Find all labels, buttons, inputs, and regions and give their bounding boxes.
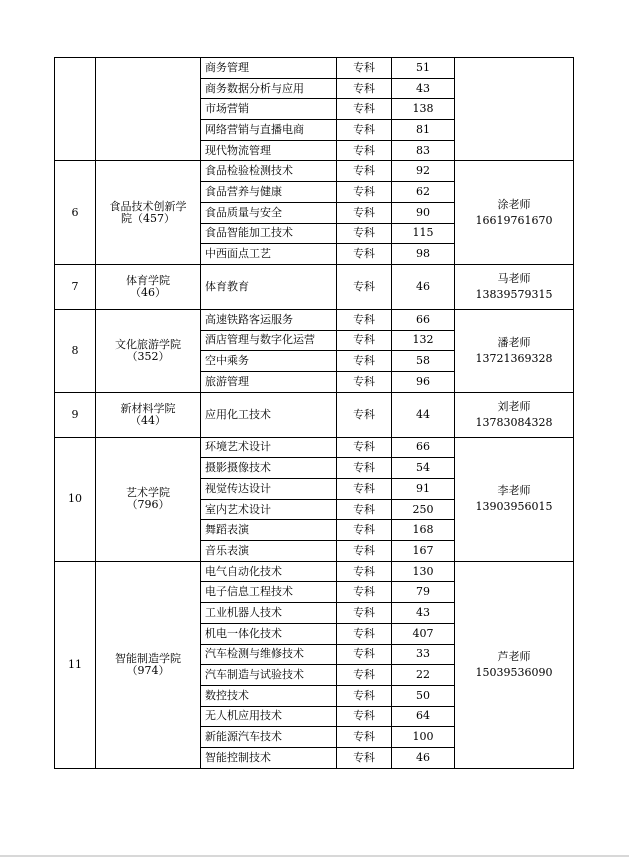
major-name: 智能控制技术: [201, 747, 337, 768]
major-count: 58: [392, 351, 455, 372]
table-row: [55, 437, 574, 458]
college-number: [55, 58, 96, 161]
major-name: 无人机应用技术: [201, 706, 337, 727]
major-name: 室内艺术设计: [201, 499, 337, 520]
contact-cell: [455, 58, 574, 161]
college-number: 6: [55, 161, 96, 264]
table-row: [55, 264, 574, 309]
major-level: 专科: [337, 371, 392, 392]
major-count: 90: [392, 202, 455, 223]
table-row: [55, 58, 574, 79]
contact-cell: [455, 309, 574, 392]
major-level: 专科: [337, 223, 392, 244]
enrollment-table: [54, 57, 574, 769]
major-count: 167: [392, 541, 455, 562]
major-level: 专科: [337, 499, 392, 520]
table-row: [55, 392, 574, 437]
college-number: 9: [55, 392, 96, 437]
major-count: 64: [392, 706, 455, 727]
major-count: 51: [392, 58, 455, 79]
contact-name: 刘老师: [497, 399, 531, 413]
major-name: 食品智能加工技术: [201, 223, 337, 244]
major-name: 新能源汽车技术: [201, 727, 337, 748]
major-level: 专科: [337, 182, 392, 203]
major-name: 汽车检测与维修技术: [201, 644, 337, 665]
contact-phone: 13839579315: [475, 287, 553, 301]
major-name: 音乐表演: [201, 541, 337, 562]
major-level: 专科: [337, 140, 392, 161]
major-name: 商务管理: [201, 58, 337, 79]
major-level: 专科: [337, 706, 392, 727]
contact-cell: [455, 264, 574, 309]
table-row: [55, 161, 574, 182]
contact-name: 芦老师: [497, 649, 531, 663]
college-cell: [96, 437, 201, 561]
major-name: 体育教育: [201, 264, 337, 309]
major-level: 专科: [337, 458, 392, 479]
college-cell: [96, 309, 201, 392]
major-count: 168: [392, 520, 455, 541]
major-name: 食品营养与健康: [201, 182, 337, 203]
major-count: 91: [392, 479, 455, 500]
table-row: [55, 309, 574, 330]
major-level: 专科: [337, 561, 392, 582]
major-name: 视觉传达设计: [201, 479, 337, 500]
college-count: （974）: [126, 663, 170, 677]
major-count: 44: [392, 392, 455, 437]
major-name: 工业机器人技术: [201, 603, 337, 624]
major-name: 现代物流管理: [201, 140, 337, 161]
major-level: 专科: [337, 330, 392, 351]
major-name: 食品检验检测技术: [201, 161, 337, 182]
college-name: 智能制造学院: [115, 651, 181, 665]
contact-name: 李老师: [497, 484, 531, 498]
college-number: 8: [55, 309, 96, 392]
major-count: 66: [392, 309, 455, 330]
major-count: 66: [392, 437, 455, 458]
major-level: 专科: [337, 623, 392, 644]
contact-phone: 13721369328: [475, 351, 553, 365]
major-count: 62: [392, 182, 455, 203]
major-level: 专科: [337, 244, 392, 265]
major-level: 专科: [337, 120, 392, 141]
college-count: （44）: [130, 413, 166, 427]
major-count: 46: [392, 264, 455, 309]
contact-name: 涂老师: [497, 197, 531, 211]
major-level: 专科: [337, 78, 392, 99]
contact-cell: [455, 561, 574, 768]
major-count: 54: [392, 458, 455, 479]
major-level: 专科: [337, 644, 392, 665]
major-level: 专科: [337, 747, 392, 768]
major-count: 33: [392, 644, 455, 665]
contact-phone: 13783084328: [475, 415, 553, 429]
major-count: 100: [392, 727, 455, 748]
major-count: 22: [392, 665, 455, 686]
major-level: 专科: [337, 727, 392, 748]
contact-phone: 16619761670: [475, 213, 553, 227]
major-count: 43: [392, 78, 455, 99]
college-count: （352）: [126, 349, 170, 363]
contact-name: 潘老师: [497, 335, 531, 349]
major-level: 专科: [337, 541, 392, 562]
major-level: 专科: [337, 58, 392, 79]
major-name: 应用化工技术: [201, 392, 337, 437]
major-level: 专科: [337, 437, 392, 458]
contact-phone: 15039536090: [475, 665, 553, 679]
major-name: 环境艺术设计: [201, 437, 337, 458]
table-body: [55, 58, 574, 769]
contact-phone: 13903956015: [475, 500, 553, 514]
table-row: [55, 561, 574, 582]
college-name: 新材料学院: [120, 401, 176, 415]
major-name: 高速铁路客运服务: [201, 309, 337, 330]
major-name: 电气自动化技术: [201, 561, 337, 582]
major-name: 网络营销与直播电商: [201, 120, 337, 141]
major-name: 中西面点工艺: [201, 244, 337, 265]
major-count: 46: [392, 747, 455, 768]
college-count: （46）: [130, 285, 166, 299]
contact-cell: [455, 161, 574, 264]
major-name: 摄影摄像技术: [201, 458, 337, 479]
major-count: 81: [392, 120, 455, 141]
contact-cell: [455, 437, 574, 561]
college-number: 11: [55, 561, 96, 768]
major-name: 汽车制造与试验技术: [201, 665, 337, 686]
college-count: 院（457）: [121, 211, 175, 225]
major-level: 专科: [337, 520, 392, 541]
major-name: 机电一体化技术: [201, 623, 337, 644]
major-count: 79: [392, 582, 455, 603]
major-count: 83: [392, 140, 455, 161]
major-level: 专科: [337, 665, 392, 686]
major-level: 专科: [337, 392, 392, 437]
major-level: 专科: [337, 99, 392, 120]
major-level: 专科: [337, 603, 392, 624]
major-name: 空中乘务: [201, 351, 337, 372]
college-number: 10: [55, 437, 96, 561]
major-level: 专科: [337, 309, 392, 330]
major-name: 市场营销: [201, 99, 337, 120]
major-name: 商务数据分析与应用: [201, 78, 337, 99]
major-name: 酒店管理与数字化运营: [201, 330, 337, 351]
college-cell: [96, 58, 201, 161]
major-level: 专科: [337, 582, 392, 603]
major-level: 专科: [337, 351, 392, 372]
major-count: 98: [392, 244, 455, 265]
college-name: 食品技术创新学: [109, 199, 187, 213]
major-level: 专科: [337, 161, 392, 182]
major-count: 115: [392, 223, 455, 244]
major-level: 专科: [337, 685, 392, 706]
major-count: 43: [392, 603, 455, 624]
major-name: 食品质量与安全: [201, 202, 337, 223]
college-cell: [96, 561, 201, 768]
major-name: 数控技术: [201, 685, 337, 706]
major-level: 专科: [337, 479, 392, 500]
college-cell: [96, 392, 201, 437]
contact-cell: [455, 392, 574, 437]
major-count: 250: [392, 499, 455, 520]
major-count: 130: [392, 561, 455, 582]
major-count: 92: [392, 161, 455, 182]
major-level: 专科: [337, 202, 392, 223]
major-count: 132: [392, 330, 455, 351]
major-name: 电子信息工程技术: [201, 582, 337, 603]
college-count: （796）: [126, 498, 170, 512]
major-count: 96: [392, 371, 455, 392]
contact-name: 马老师: [497, 271, 531, 285]
major-name: 旅游管理: [201, 371, 337, 392]
college-number: 7: [55, 264, 96, 309]
major-count: 138: [392, 99, 455, 120]
major-count: 50: [392, 685, 455, 706]
major-name: 舞蹈表演: [201, 520, 337, 541]
college-name: 艺术学院: [126, 486, 170, 500]
major-count: 407: [392, 623, 455, 644]
college-name: 文化旅游学院: [115, 337, 181, 351]
college-cell: [96, 161, 201, 264]
major-level: 专科: [337, 264, 392, 309]
college-name: 体育学院: [126, 273, 170, 287]
college-cell: [96, 264, 201, 309]
